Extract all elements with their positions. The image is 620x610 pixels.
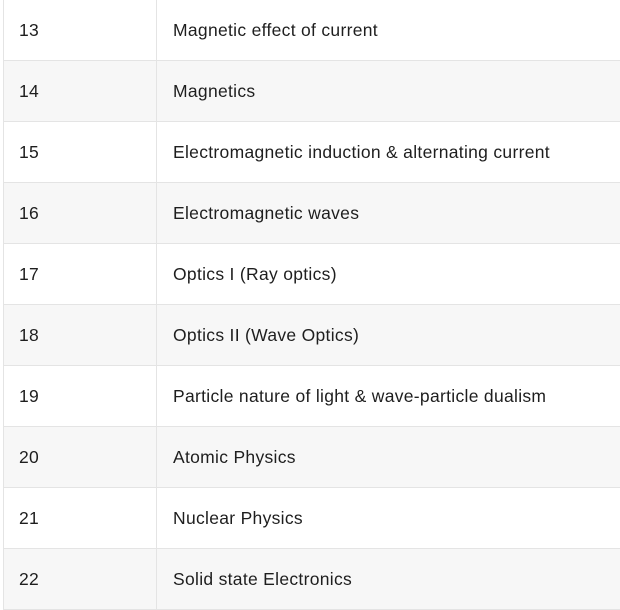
chapter-topic: Atomic Physics [157, 427, 620, 488]
chapter-number: 18 [4, 305, 157, 366]
table-row [4, 549, 620, 610]
chapter-topic: Magnetics [157, 61, 620, 122]
chapter-number: 20 [4, 427, 157, 488]
table-row [4, 366, 620, 427]
table-row [4, 427, 620, 488]
chapter-topic: Nuclear Physics [157, 488, 620, 549]
table-row [4, 0, 620, 61]
syllabus-table [3, 0, 620, 610]
chapter-topic: Solid state Electronics [157, 549, 620, 610]
chapter-topic: Optics II (Wave Optics) [157, 305, 620, 366]
table-row [4, 488, 620, 549]
chapter-topic: Electromagnetic induction & alternating current [157, 122, 620, 183]
syllabus-table-body [4, 0, 620, 610]
table-row [4, 305, 620, 366]
table-row [4, 122, 620, 183]
table-row [4, 183, 620, 244]
chapter-number: 14 [4, 61, 157, 122]
chapter-topic: Optics I (Ray optics) [157, 244, 620, 305]
chapter-number: 16 [4, 183, 157, 244]
table-row [4, 61, 620, 122]
chapter-topic: Magnetic effect of current [157, 0, 620, 61]
chapter-number: 21 [4, 488, 157, 549]
chapter-topic: Electromagnetic waves [157, 183, 620, 244]
chapter-number: 17 [4, 244, 157, 305]
chapter-number: 13 [4, 0, 157, 61]
chapter-topic: Particle nature of light & wave-particle dualism [157, 366, 620, 427]
syllabus-table-container [3, 0, 620, 610]
chapter-number: 15 [4, 122, 157, 183]
table-row [4, 244, 620, 305]
chapter-number: 22 [4, 549, 157, 610]
chapter-number: 19 [4, 366, 157, 427]
